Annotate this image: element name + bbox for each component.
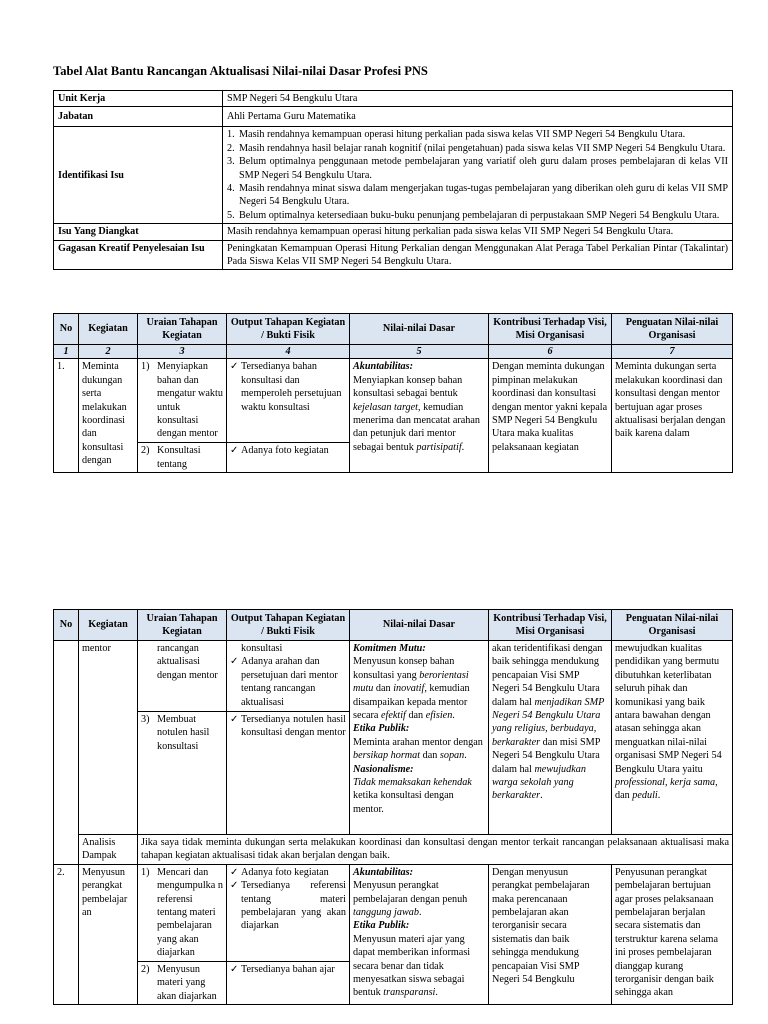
header-nilai: Nilai-nilai Dasar bbox=[350, 610, 489, 641]
uraian-cell: 2) Menyusun materi yang akan diajarkan bbox=[138, 961, 227, 1004]
header-uraian: Uraian Tahapan Kegiatan bbox=[138, 314, 227, 345]
header-nilai: Nilai-nilai Dasar bbox=[350, 314, 489, 345]
col-number: 5 bbox=[350, 345, 489, 359]
jabatan-value: Ahli Pertama Guru Matematika bbox=[223, 107, 733, 127]
output-cell: konsultasi ✓ Adanya arahan dan persetujuan dari mentor tentang rancangan aktualisasi bbox=[227, 641, 350, 712]
isu-item: 4. Masih rendahnya minat siswa dalam mengerjakan tugas-tugas pembelajaran yang diberikan oleh guru di kelas VII SMP Negeri 54 Bengkulu Utara. bbox=[227, 183, 728, 208]
identifikasi-isu-label: Identifikasi Isu bbox=[54, 127, 223, 224]
output-cell: ✓ Adanya foto kegiatan ✓ Tersedianya referensi tentang materi pembelajaran yang akan diajarkan bbox=[227, 864, 350, 961]
output-cell: ✓ Tersedianya notulen hasil konsultasi dengan mentor bbox=[227, 712, 350, 835]
info-table bbox=[53, 90, 733, 270]
table-row bbox=[54, 359, 733, 443]
analisis-dampak-row bbox=[54, 835, 733, 865]
checkmark-icon: ✓ bbox=[230, 656, 239, 668]
table-row bbox=[54, 864, 733, 961]
row-gagasan bbox=[54, 240, 733, 270]
col-number: 7 bbox=[612, 345, 733, 359]
nilai-cell: Komitmen Mutu: Menyusun konsep bahan konsultasi yang berorientasi mutu dan inovatif, kemudian disampaikan kepada mentor secara efektif dan efisien. Etika Publik: Meminta arahan mentor dengan bersikap hormat dan sopan. Nasionalisme: Tidak memaksakan kehendak ketika konsultasi dengan mentor. bbox=[350, 641, 489, 835]
column-number-row bbox=[54, 345, 733, 359]
col-number: 1 bbox=[54, 345, 79, 359]
checkmark-icon: ✓ bbox=[230, 714, 239, 725]
kegiatan-cell: mentor bbox=[79, 641, 138, 835]
row-identifikasi-isu bbox=[54, 127, 733, 224]
penguatan-cell: Meminta dukungan serta melakukan koordinasi dan konsultasi dengan mentor bertujuan agar proses aktualisasi berjalan dengan baik karena dalam bbox=[612, 359, 733, 473]
kontribusi-cell: Dengan menyusun perangkat pembelajaran maka perencanaan pembelajaran akan terorganisir secara sistematis dan baik sehingga mendukung pencapaian Visi SMP Negeri 54 Bengkulu bbox=[489, 864, 612, 1004]
header-kegiatan: Kegiatan bbox=[79, 314, 138, 345]
col-number: 4 bbox=[227, 345, 350, 359]
row-number: 1. bbox=[54, 359, 79, 473]
uraian-cell: rancangan aktualisasi dengan mentor bbox=[138, 641, 227, 712]
header-penguatan: Penguatan Nilai-nilai Organisasi bbox=[612, 610, 733, 641]
output-cell: ✓ Tersedianya bahan ajar bbox=[227, 961, 350, 1004]
unit-kerja-value: SMP Negeri 54 Bengkulu Utara bbox=[223, 91, 733, 107]
header-kontribusi: Kontribusi Terhadap Visi, Misi Organisasi bbox=[489, 610, 612, 641]
identifikasi-isu-value bbox=[223, 127, 733, 224]
col-number: 6 bbox=[489, 345, 612, 359]
header-no: No bbox=[54, 610, 79, 641]
activity-table-part-1 bbox=[53, 313, 733, 473]
row-isu-diangkat bbox=[54, 224, 733, 240]
header-row bbox=[54, 610, 733, 641]
kegiatan-cell: Meminta dukungan serta melakukan koordinasi dan konsultasi dengan bbox=[79, 359, 138, 473]
unit-kerja-label: Unit Kerja bbox=[54, 91, 223, 107]
penguatan-cell: mewujudkan kualitas pendidikan yang bermutu dibutuhkan keterlibatan seluruh pihak dan komunikasi yang baik antara bawahan dengan atasan sehingga akan menguatkan nilai-nilai organisasi SMP Negeri 54 Bengkulu Utara yaitu professional, kerja sama, dan peduli. bbox=[612, 641, 733, 835]
header-no: No bbox=[54, 314, 79, 345]
table-row bbox=[54, 641, 733, 712]
kontribusi-cell: akan teridentifikasi dengan baik sehingga mendukung pencapaian Visi SMP Negeri 54 Bengkulu Utara dalam hal menjadikan SMP Negeri 54 Bengkulu Utara yang religius, berbudaya, berkarakter dan misi SMP Negeri 54 Bengkulu Utara dalam hal mewujudkan warga sekolah yang berkarakter. bbox=[489, 641, 612, 835]
jabatan-label: Jabatan bbox=[54, 107, 223, 127]
header-output: Output Tahapan Kegiatan / Bukti Fisik bbox=[227, 610, 350, 641]
row-number bbox=[54, 641, 79, 865]
gagasan-value: Peningkatan Kemampuan Operasi Hitung Perkalian dengan Menggunakan Alat Peraga Tabel Perkalian Pintar (Takalintar) Pada Siswa Kelas VII SMP Negeri 54 Bengkulu Utara. bbox=[223, 240, 733, 270]
checkmark-icon: ✓ bbox=[230, 963, 239, 975]
row-jabatan bbox=[54, 107, 733, 127]
gagasan-label: Gagasan Kreatif Penyelesaian Isu bbox=[54, 240, 223, 270]
header-uraian: Uraian Tahapan Kegiatan bbox=[138, 610, 227, 641]
isu-diangkat-value: Masih rendahnya kemampuan operasi hitung perkalian pada siswa kelas VII SMP Negeri 54 Bengkulu Utara. bbox=[223, 224, 733, 240]
isu-item: 2. Masih rendahnya hasil belajar ranah kognitif (nilai pengetahuan) pada siswa kelas VII SMP Negeri 54 Bengkulu Utara. bbox=[227, 142, 726, 154]
analisis-dampak-label: Analisis Dampak bbox=[79, 835, 138, 865]
nilai-cell: Akuntabilitas: Menyusun perangkat pembelajaran dengan penuh tanggung jawab. Etika Publik: Menyusun materi ajar yang dapat memberikan informasi secara benar dan tidak menyesatkan siswa sebagai bentuk transparansi. bbox=[350, 864, 489, 1004]
row-number: 2. bbox=[54, 864, 79, 1004]
header-kegiatan: Kegiatan bbox=[79, 610, 138, 641]
nilai-cell: Akuntabilitas: Menyiapkan konsep bahan konsultasi sebagai bentuk kejelasan target, kemudian menerima dan mencatat arahan dan petunjuk dari mentor sebagai bentuk partisipatif. bbox=[350, 359, 489, 473]
isu-item: 5. Belum optimalnya ketersediaan buku-buku penunjang pembelajaran di perpustakaan SMP Negeri 54 Bengkulu Utara. bbox=[227, 209, 720, 221]
analisis-dampak-text: Jika saya tidak meminta dukungan serta melakukan koordinasi dan konsultasi dengan mentor terkait rancangan pelaksanaan aktualisasi maka tahapan kegiatan aktualisasi tidak akan berjalan dengan baik. bbox=[138, 835, 733, 865]
isu-list bbox=[227, 128, 728, 222]
uraian-cell: 3) Membuat notulen hasil konsultasi bbox=[138, 712, 227, 835]
header-kontribusi: Kontribusi Terhadap Visi, Misi Organisasi bbox=[489, 314, 612, 345]
penguatan-cell: Penyusunan perangkat pembelajaran bertujuan agar proses pelaksanaan pembelajaran berjalan secara sistematis dan terstruktur karena selama ini proses pembelajaran dianggap kurang terorganisir dengan baik sehingga akan bbox=[612, 864, 733, 1004]
isu-item: 3. Belum optimalnya penggunaan metode pembelajaran yang variatif oleh guru dalam proses pembelajaran di kelas VII SMP Negeri 54 Bengkulu Utara. bbox=[227, 156, 728, 181]
col-number: 3 bbox=[138, 345, 227, 359]
uraian-cell: 1) Mencari dan mengumpulka n referensi tentang materi pembelajaran yang akan diajarkan bbox=[138, 864, 227, 961]
row-unit-kerja bbox=[54, 91, 733, 107]
checkmark-icon: ✓ bbox=[230, 866, 239, 878]
col-number: 2 bbox=[79, 345, 138, 359]
checkmark-icon: ✓ bbox=[230, 361, 239, 373]
output-cell: ✓ Tersedianya bahan konsultasi dan memperoleh persetujuan waktu konsultasi bbox=[227, 359, 350, 443]
uraian-cell: 1) Menyiapkan bahan dan mengatur waktu untuk konsultasi dengan mentor bbox=[138, 359, 227, 443]
activity-table-part-2 bbox=[53, 609, 733, 1005]
checkmark-icon: ✓ bbox=[230, 880, 239, 892]
header-penguatan: Penguatan Nilai-nilai Organisasi bbox=[612, 314, 733, 345]
document-title: Tabel Alat Bantu Rancangan Aktualisasi Nilai-nilai Dasar Profesi PNS bbox=[53, 64, 428, 78]
header-row bbox=[54, 314, 733, 345]
uraian-cell: 2) Konsultasi tentang bbox=[138, 443, 227, 473]
kegiatan-cell: Menyusun perangkat pembelajar an bbox=[79, 864, 138, 1004]
output-cell: ✓ Adanya foto kegiatan bbox=[227, 443, 350, 473]
checkmark-icon: ✓ bbox=[230, 445, 239, 457]
isu-diangkat-label: Isu Yang Diangkat bbox=[54, 224, 223, 240]
isu-item: 1. Masih rendahnya kemampuan operasi hitung perkalian pada siswa kelas VII SMP Negeri 54 Bengkulu Utara. bbox=[227, 129, 686, 141]
header-output: Output Tahapan Kegiatan / Bukti Fisik bbox=[227, 314, 350, 345]
kontribusi-cell: Dengan meminta dukungan pimpinan melakukan koordinasi dan konsultasi dengan mentor yakni kepala SMP Negeri 54 Bengkulu Utara maka kualitas pelaksanaan kegiatan bbox=[489, 359, 612, 473]
